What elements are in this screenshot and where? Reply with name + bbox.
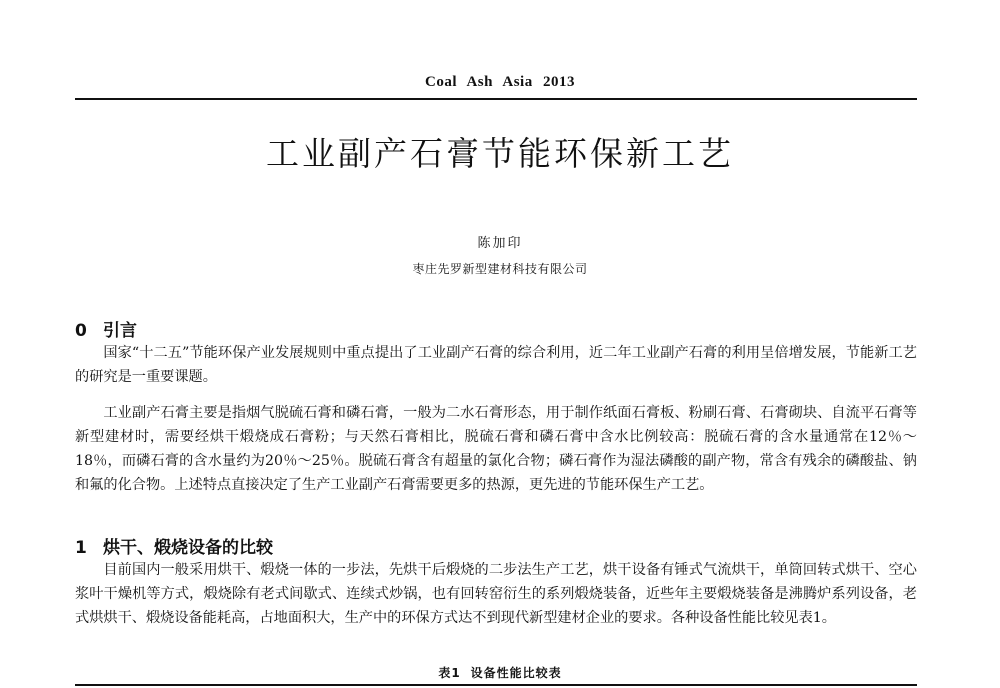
article-title: 工业副产石膏节能环保新工艺 [266, 134, 734, 173]
section-heading-equipment [75, 533, 273, 558]
table-caption [0, 664, 1000, 681]
section-title: 引言 [103, 321, 137, 341]
section-title: 烘干、煅烧设备的比较 [103, 538, 273, 558]
section-heading-intro [75, 316, 137, 341]
paragraph: 目前国内一般采用烘干、煅烧一体的一步法，先烘干后煅烧的二步法生产工艺，烘干设备有锤式气流烘干，单筒回转式烘干、空心浆叶干燥机等方式，煅烧除有老式间歇式、连续式炒锅，也有回转窑衍生的系列煅烧装备，近些年主要煅烧装备是沸腾炉系列设备，老式烘烘干、煅烧设备能耗高，占地面积大，生产中的环保方式达不到现代新型建材企业的要求。各种设备性能比较见表1。 [75, 562, 917, 626]
table-top-rule [75, 684, 917, 686]
paragraph: 工业副产石膏主要是指烟气脱硫石膏和磷石膏，一般为二水石膏形态，用于制作纸面石膏板、粉刷石膏、石膏砌块、自流平石膏等新型建材时，需要经烘干煅烧成石膏粉；与天然石膏相比，脱硫石膏和磷石膏中含水比例较高：脱硫石膏的含水量通常在12％～18％，而磷石膏的含水量约为20％～25％。脱硫石膏含有超量的氯化合物；磷石膏作为湿法磷酸的副产物，常含有残余的磷酸盐、钠和氟的化合物。上述特点直接决定了生产工业副产石膏需要更多的热源，更先进的节能环保生产工艺。 [75, 405, 917, 493]
header-rule [75, 98, 917, 100]
table-caption-text: 设备性能比较表 [470, 666, 562, 680]
section-number: 1 [75, 538, 87, 558]
running-header: Coal Ash Asia 2013 [425, 74, 575, 90]
paragraph: 国家“十二五”节能环保产业发展规则中重点提出了工业副产石膏的综合利用，近二年工业副产石膏的利用呈倍增发展，节能新工艺的研究是一重要课题。 [75, 345, 917, 385]
section-number: 0 [75, 321, 87, 341]
table-label: 表1 [438, 666, 461, 680]
author-affiliation: 枣庄先罗新型建材科技有限公司 [412, 262, 588, 276]
author-name: 陈加印 [477, 236, 523, 251]
